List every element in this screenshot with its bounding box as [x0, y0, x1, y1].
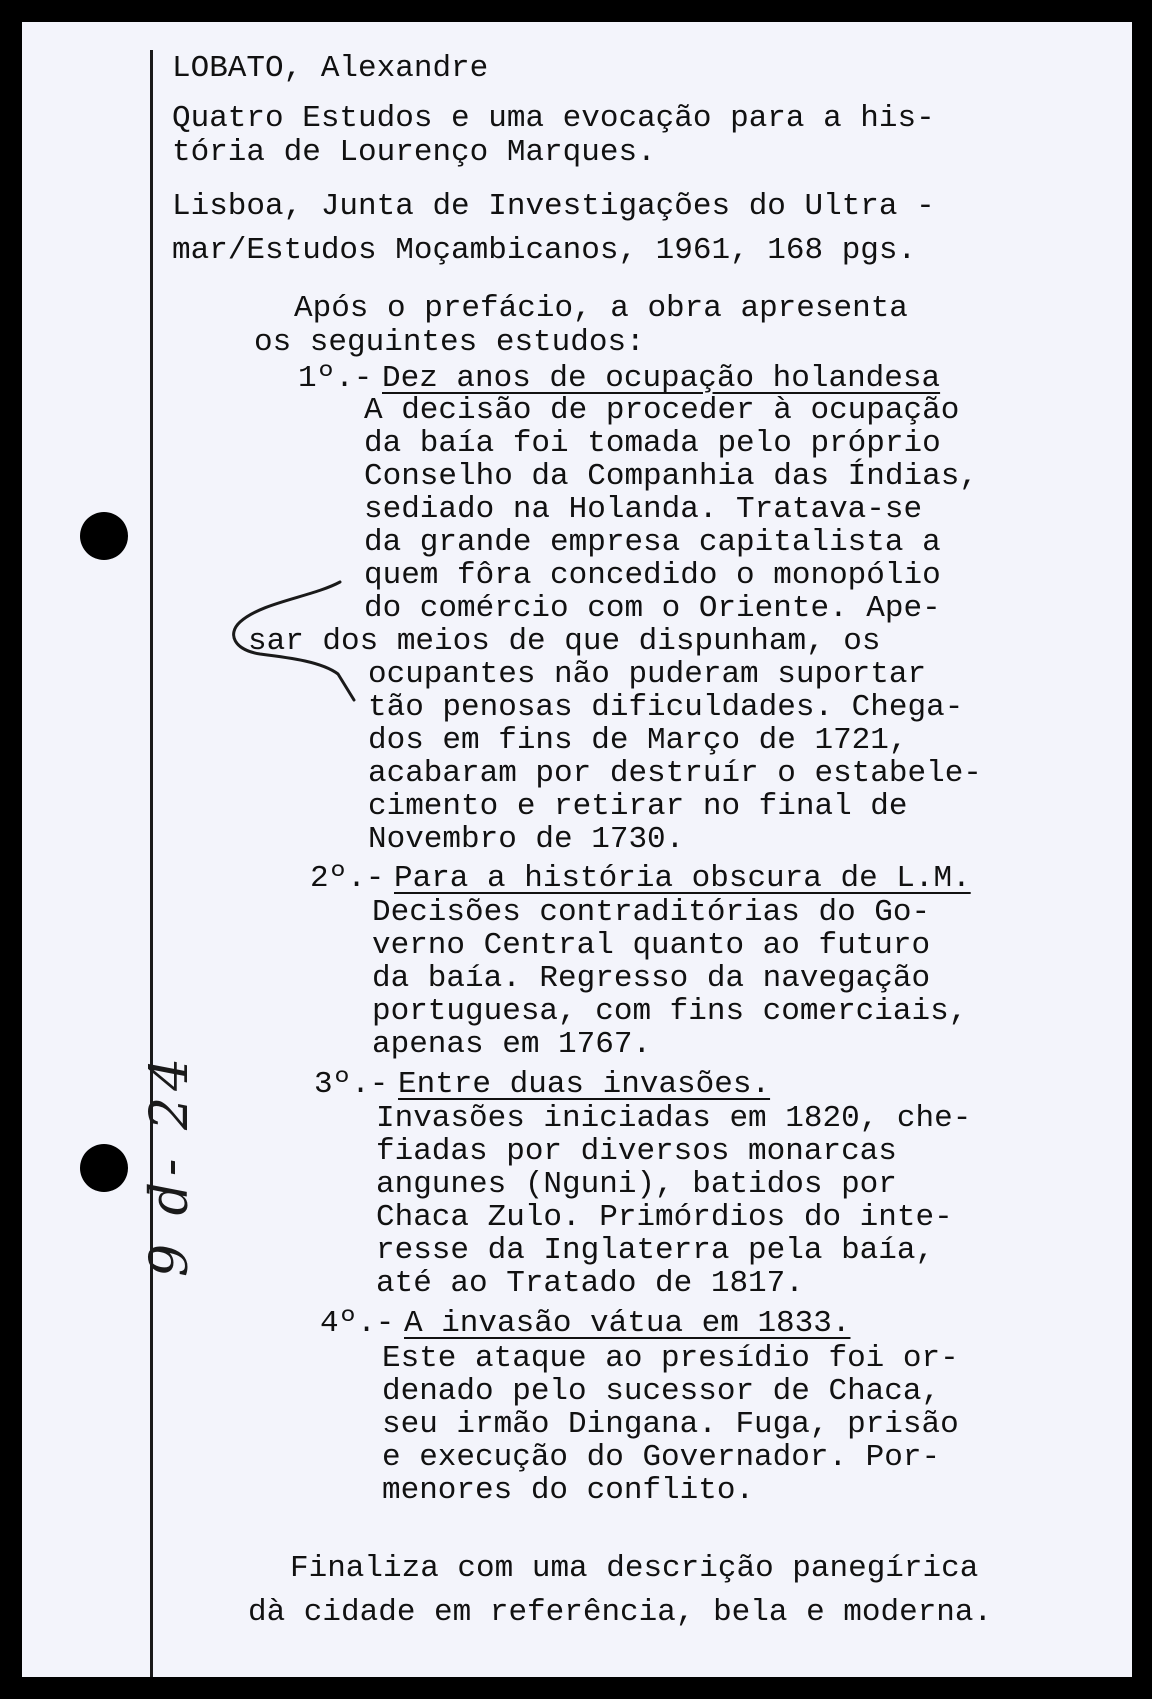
study-4-line: e execução do Governador. Por-	[382, 1440, 941, 1475]
study-2-line: Decisões contraditórias do Go-	[372, 895, 931, 930]
study-1-line: Novembro de 1730.	[368, 822, 685, 857]
study-4-number: 4º.-	[320, 1306, 395, 1341]
study-1-line: tão penosas dificuldades. Chega-	[368, 690, 964, 725]
study-1-line: sar dos meios de que dispunham, os	[248, 624, 881, 659]
study-4-line: denado pelo sucessor de Chaca,	[382, 1374, 941, 1409]
study-1-line: Conselho da Companhia das Índias,	[364, 459, 978, 494]
study-3-line: Chaca Zulo. Primórdios do inte-	[376, 1200, 953, 1235]
study-3-line: até ao Tratado de 1817.	[376, 1266, 804, 1301]
study-1-line: quem fôra concedido o monopólio	[364, 558, 941, 593]
book-title-line-1: Quatro Estudos e uma evocação para a his-	[172, 101, 935, 136]
closing-line-1: Finaliza com uma descrição panegírica	[290, 1551, 979, 1586]
study-4-line: seu irmão Dingana. Fuga, prisão	[382, 1407, 959, 1442]
study-4-line: Este ataque ao presídio foi or-	[382, 1341, 959, 1376]
study-3-number: 3º.-	[314, 1067, 389, 1102]
handwritten-margin-note: 9 d- 24	[140, 1051, 200, 1277]
closing-line-2: dà cidade em referência, bela e moderna.	[248, 1595, 993, 1630]
study-2-line: apenas em 1767.	[372, 1027, 652, 1062]
study-3-line: fiadas por diversos monarcas	[376, 1134, 897, 1169]
author-name: LOBATO, Alexandre	[172, 51, 489, 86]
study-3-line: Invasões iniciadas em 1820, che-	[376, 1101, 972, 1136]
publisher-line-1: Lisboa, Junta de Investigações do Ultra -	[172, 189, 935, 224]
intro-line-1: Após o prefácio, a obra apresenta	[294, 291, 908, 326]
study-1-line: dos em fins de Março de 1721,	[368, 723, 908, 758]
study-4-line: menores do conflito.	[382, 1473, 755, 1508]
study-1-line: cimento e retirar no final de	[368, 789, 908, 824]
document-page	[22, 22, 1132, 1677]
study-1-line: A decisão de proceder à ocupação	[364, 393, 960, 428]
study-3-line: resse da Inglaterra pela baía,	[376, 1233, 935, 1268]
study-1-heading: Dez anos de ocupação holandesa	[382, 361, 941, 396]
study-1-line: da baía foi tomada pelo próprio	[364, 426, 941, 461]
intro-line-2: os seguintes estudos:	[254, 325, 645, 360]
study-2-line: da baía. Regresso da navegação	[372, 961, 931, 996]
book-title-line-2: tória de Lourenço Marques.	[172, 135, 656, 170]
study-3-line: angunes (Nguni), batidos por	[376, 1167, 897, 1202]
study-3-heading: Entre duas invasões.	[398, 1067, 771, 1102]
study-2-number: 2º.-	[310, 861, 385, 896]
study-2-heading: Para a história obscura de L.M.	[394, 861, 971, 896]
study-2-line: portuguesa, com fins comerciais,	[372, 994, 968, 1029]
study-1-line: do comércio com o Oriente. Ape-	[364, 591, 941, 626]
study-1-number: 1º.-	[298, 361, 373, 396]
study-1-line: da grande empresa capitalista a	[364, 525, 941, 560]
study-1-line: sediado na Holanda. Tratava-se	[364, 492, 923, 527]
publisher-line-2: mar/Estudos Moçambicanos, 1961, 168 pgs.	[172, 233, 917, 268]
study-1-line: acabaram por destruír o estabele-	[368, 756, 982, 791]
handwritten-bracket-mark	[22, 22, 1132, 1677]
study-2-line: verno Central quanto ao futuro	[372, 928, 931, 963]
study-4-heading: A invasão vátua em 1833.	[404, 1306, 851, 1341]
study-1-line: ocupantes não puderam suportar	[368, 657, 927, 692]
